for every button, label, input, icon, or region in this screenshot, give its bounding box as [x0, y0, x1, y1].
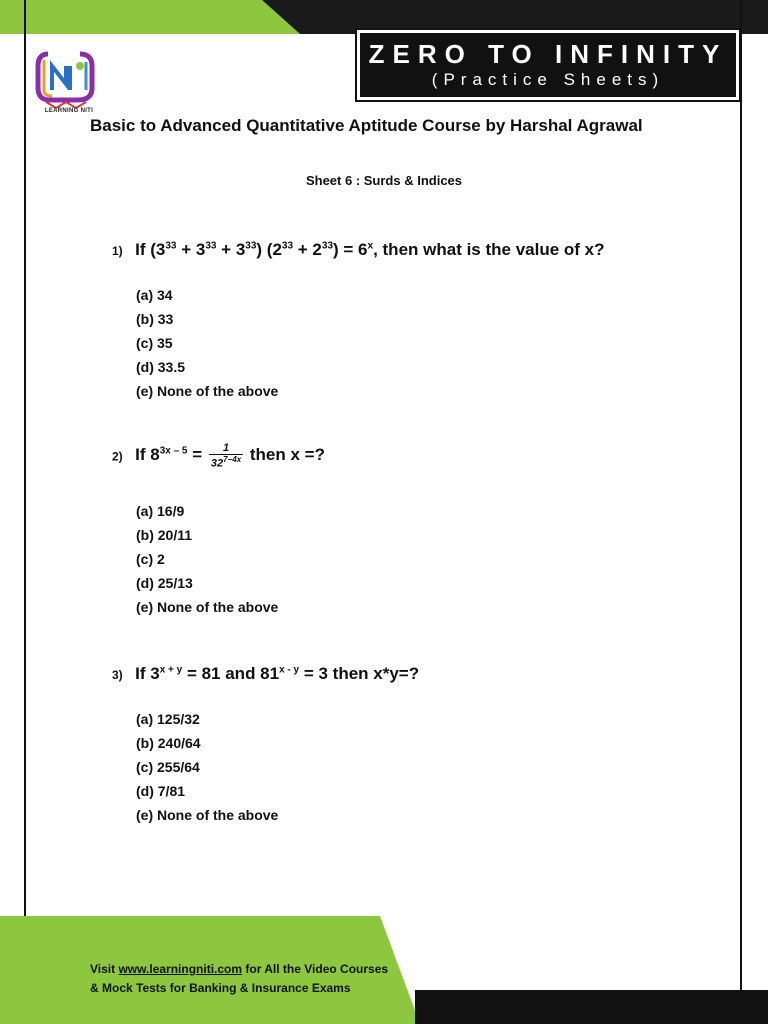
- logo-text: LEARNING NITI: [44, 108, 94, 114]
- question-1-options: [136, 283, 278, 403]
- footer-black-band: [415, 990, 768, 1024]
- question-number: 1): [112, 244, 123, 258]
- option-e: (e) None of the above: [136, 599, 279, 615]
- option-c: (c) 35: [136, 335, 173, 351]
- question-3: [112, 664, 419, 684]
- option-d: (d) 25/13: [136, 575, 193, 591]
- option-e: (e) None of the above: [136, 807, 279, 823]
- option-b: (b) 20/11: [136, 527, 193, 543]
- option-d: (d) 33.5: [136, 359, 186, 375]
- sheet-title: Sheet 6 : Surds & Indices: [305, 173, 463, 188]
- question-2-options: [136, 499, 278, 619]
- website-link[interactable]: www.learningniti.com: [118, 962, 243, 976]
- question-number: 2): [112, 449, 123, 464]
- option-c: (c) 255/64: [136, 759, 200, 775]
- header-green-band: [0, 0, 300, 34]
- question-2: [112, 442, 325, 470]
- page-title: ZERO TO INFINITY: [368, 39, 728, 69]
- option-d: (d) 7/81: [136, 783, 186, 799]
- fraction: $\frac{1}{32^{7-4x}}$: [210, 442, 242, 470]
- question-text: If $3^{x + y} = 81$ and $81^{x - y} = 3$ then x*y=?: [135, 664, 420, 683]
- learning-niti-logo: [34, 44, 98, 118]
- question-3-options: [136, 707, 278, 827]
- page-subtitle: (Practice Sheets): [431, 70, 665, 89]
- header-black-band: [262, 0, 768, 34]
- question-number: 3): [112, 668, 123, 682]
- question-text: If $(3^{33} + 3^{33} + 3^{33}) (2^{33} + 2^{33}) = 6^x$, then what is the value of x?: [135, 240, 605, 259]
- option-b: (b) 240/64: [136, 735, 201, 751]
- option-b: (b) 33: [136, 311, 174, 327]
- option-c: (c) 2: [136, 551, 165, 567]
- page-border-right: [740, 0, 742, 1024]
- title-box: [357, 30, 739, 100]
- option-a: (a) 125/32: [136, 711, 200, 727]
- footer-text: Visit www.learningniti.com for All the Video Courses & Mock Tests for Banking & Insurance Exams: [90, 962, 389, 995]
- option-a: (a) 34: [136, 287, 173, 303]
- question-1: [112, 240, 605, 260]
- option-e: (e) None of the above: [136, 383, 279, 399]
- course-title: Basic to Advanced Quantitative Aptitude Course by Harshal Agrawal: [90, 116, 643, 135]
- option-a: (a) 16/9: [136, 503, 185, 519]
- question-text: If $8^{3x - 5}$ = $\frac{1}{32^{7-4x}}$ then x =?: [135, 442, 325, 470]
- page-border-left: [24, 0, 26, 1024]
